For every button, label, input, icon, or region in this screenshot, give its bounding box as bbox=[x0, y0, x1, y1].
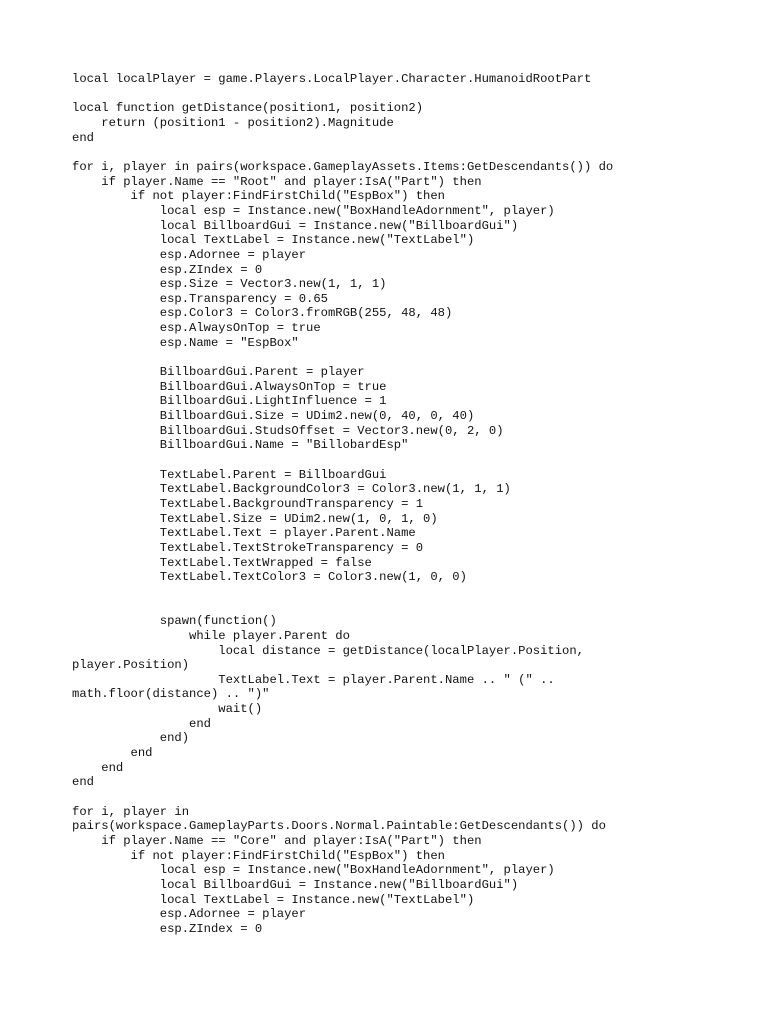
code-line: local localPlayer = game.Players.LocalPlayer.Character.HumanoidRootPart bbox=[72, 72, 592, 86]
code-line: local esp = Instance.new("BoxHandleAdornment", player) bbox=[72, 863, 555, 878]
code-line bbox=[72, 87, 692, 102]
code-line: end bbox=[72, 716, 211, 731]
code-line: for i, player in bbox=[72, 804, 190, 819]
code-line: BillboardGui.LightInfluence = 1 bbox=[72, 394, 387, 409]
code-line: local TextLabel = Instance.new("TextLabel") bbox=[72, 233, 475, 248]
code-line: esp.Name = "EspBox" bbox=[72, 335, 299, 350]
code-line: local esp = Instance.new("BoxHandleAdornment", player) bbox=[72, 203, 555, 218]
code-line: if player.Name == "Root" and player:IsA("Part") then bbox=[72, 174, 482, 189]
code-line bbox=[72, 453, 692, 468]
code-line bbox=[72, 600, 692, 615]
code-line: BillboardGui.Name = "BillobardEsp" bbox=[72, 438, 409, 453]
code-line: while player.Parent do bbox=[72, 628, 350, 643]
code-line bbox=[72, 790, 692, 805]
code-line: end) bbox=[72, 731, 190, 746]
code-line: esp.Size = Vector3.new(1, 1, 1) bbox=[72, 277, 387, 292]
code-line: local BillboardGui = Instance.new("BillboardGui") bbox=[72, 218, 519, 233]
code-line: wait() bbox=[72, 702, 263, 717]
code-line: TextLabel.TextColor3 = Color3.new(1, 0, 0) bbox=[72, 570, 467, 585]
code-line: esp.ZIndex = 0 bbox=[72, 262, 263, 277]
code-line: if not player:FindFirstChild("EspBox") then bbox=[72, 189, 445, 204]
code-line: TextLabel.TextStrokeTransparency = 0 bbox=[72, 540, 424, 555]
code-line: math.floor(distance) .. ")" bbox=[72, 687, 270, 702]
code-line: if player.Name == "Core" and player:IsA("Part") then bbox=[72, 834, 482, 849]
code-line: player.Position) bbox=[72, 658, 190, 673]
code-line: end bbox=[72, 746, 153, 761]
code-line: return (position1 - position2).Magnitude bbox=[72, 115, 394, 130]
code-line: end bbox=[72, 775, 94, 790]
code-line: TextLabel.BackgroundTransparency = 1 bbox=[72, 496, 424, 511]
code-line: TextLabel.Size = UDim2.new(1, 0, 1, 0) bbox=[72, 511, 438, 526]
code-line: esp.Adornee = player bbox=[72, 907, 307, 922]
code-line: if not player:FindFirstChild("EspBox") then bbox=[72, 848, 445, 863]
code-line: esp.Adornee = player bbox=[72, 247, 307, 262]
code-line: TextLabel.Text = player.Parent.Name bbox=[72, 526, 416, 541]
code-line: TextLabel.BackgroundColor3 = Color3.new(1, 1, 1) bbox=[72, 482, 511, 497]
code-line: local function getDistance(position1, position2) bbox=[72, 101, 424, 116]
code-line: local TextLabel = Instance.new("TextLabel") bbox=[72, 892, 475, 907]
code-line: for i, player in pairs(workspace.GameplayAssets.Items:GetDescendants()) do bbox=[72, 159, 614, 174]
code-line: local distance = getDistance(localPlayer.Position, bbox=[72, 643, 584, 658]
code-line: end bbox=[72, 130, 94, 145]
code-line: local BillboardGui = Instance.new("BillboardGui") bbox=[72, 877, 519, 892]
code-line: esp.Transparency = 0.65 bbox=[72, 291, 328, 306]
code-line: esp.Color3 = Color3.fromRGB(255, 48, 48) bbox=[72, 306, 453, 321]
code-line: spawn(function() bbox=[72, 614, 277, 629]
code-line bbox=[72, 585, 692, 600]
code-line: esp.AlwaysOnTop = true bbox=[72, 321, 321, 336]
code-line: end bbox=[72, 760, 124, 775]
code-line: TextLabel.TextWrapped = false bbox=[72, 555, 372, 570]
code-line: BillboardGui.AlwaysOnTop = true bbox=[72, 379, 387, 394]
code-line: TextLabel.Parent = BillboardGui bbox=[72, 467, 387, 482]
code-line: esp.ZIndex = 0 bbox=[72, 921, 263, 936]
code-line: BillboardGui.StudsOffset = Vector3.new(0, 2, 0) bbox=[72, 423, 504, 438]
code-block bbox=[72, 72, 692, 937]
code-line: BillboardGui.Size = UDim2.new(0, 40, 0, 40) bbox=[72, 409, 475, 424]
code-line: pairs(workspace.GameplayParts.Doors.Normal.Paintable:GetDescendants()) do bbox=[72, 819, 606, 834]
code-line: BillboardGui.Parent = player bbox=[72, 365, 365, 380]
code-line: TextLabel.Text = player.Parent.Name .. " (" .. bbox=[72, 672, 555, 687]
code-line bbox=[72, 145, 692, 160]
code-line bbox=[72, 350, 692, 365]
